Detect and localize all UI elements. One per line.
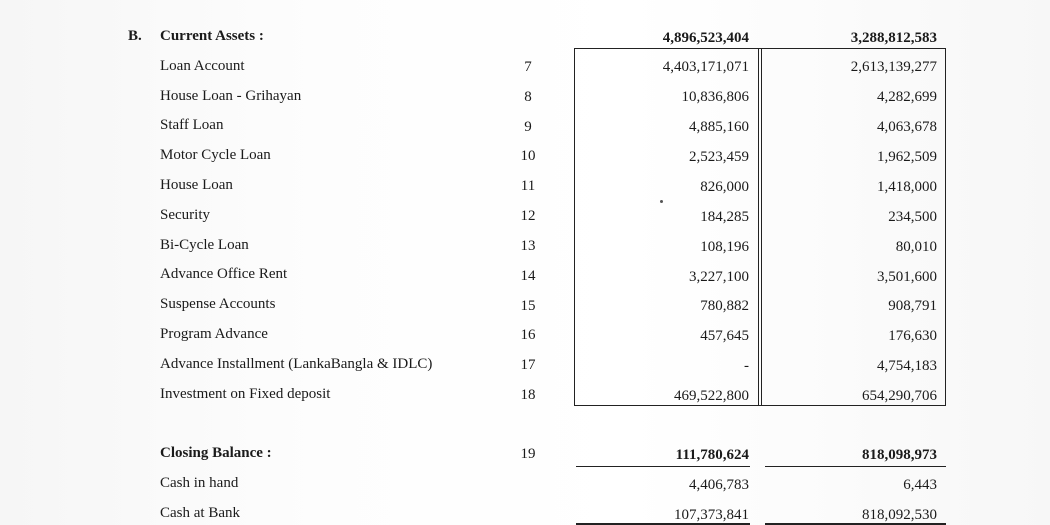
row-label: Advance Office Rent — [160, 266, 288, 282]
row-note: 11 — [520, 178, 536, 194]
row-value-col2: 4,282,699 — [877, 89, 937, 105]
row-value-col1: 826,000 — [700, 179, 749, 195]
closing-row-value-col2: 6,443 — [903, 477, 937, 493]
row-value-col1: 108,196 — [700, 239, 749, 255]
row-value-col1: 457,645 — [700, 328, 749, 344]
row-label: Bi-Cycle Loan — [160, 237, 249, 253]
scan-speck — [660, 200, 663, 203]
closing-row-value-col1: 107,373,841 — [674, 507, 749, 523]
column-divider — [758, 48, 762, 406]
section-total-col1: 4,896,523,404 — [662, 30, 749, 46]
row-note: 18 — [520, 387, 536, 403]
closing-row-label: Cash at Bank — [160, 505, 240, 521]
row-value-col2: 2,613,139,277 — [850, 59, 937, 75]
row-value-col2: 234,500 — [888, 209, 937, 225]
row-value-col2: 4,754,183 — [877, 358, 937, 374]
row-value-col2: 3,501,600 — [877, 269, 937, 285]
row-note: 7 — [524, 59, 532, 75]
row-note: 10 — [520, 148, 536, 164]
section-letter: B. — [128, 28, 142, 44]
row-label: Staff Loan — [160, 117, 224, 133]
closing-row-label: Cash in hand — [160, 475, 239, 491]
row-note: 16 — [520, 327, 536, 343]
closing-title: Closing Balance : — [160, 445, 272, 461]
row-value-col1: 2,523,459 — [689, 149, 749, 165]
row-value-col2: 80,010 — [895, 239, 937, 255]
row-value-col2: 1,962,509 — [877, 149, 937, 165]
row-note: 13 — [520, 238, 536, 254]
row-label: House Loan — [160, 177, 233, 193]
closing-total-col2: 818,098,973 — [862, 447, 937, 463]
row-label: Advance Installment (LankaBangla & IDLC) — [160, 356, 433, 372]
row-value-col2: 4,063,678 — [877, 119, 937, 135]
row-note: 9 — [524, 119, 532, 135]
closing-row-value-col1: 4,406,783 — [689, 477, 749, 493]
row-label: Program Advance — [160, 326, 268, 342]
row-value-col2: 908,791 — [888, 298, 937, 314]
row-value-col2: 1,418,000 — [877, 179, 937, 195]
row-note: 12 — [520, 208, 536, 224]
row-label: Investment on Fixed deposit — [160, 386, 331, 402]
row-value-col1: 184,285 — [700, 209, 749, 225]
row-value-col1: 3,227,100 — [689, 269, 749, 285]
section-title: Current Assets : — [160, 28, 264, 44]
row-label: Motor Cycle Loan — [160, 147, 271, 163]
row-note: 8 — [524, 89, 532, 105]
closing-total-col1: 111,780,624 — [675, 447, 749, 463]
row-label: Security — [160, 207, 210, 223]
row-value-col2: 176,630 — [888, 328, 937, 344]
row-value-col1: 469,522,800 — [674, 388, 749, 404]
closing-underline-col1 — [576, 466, 750, 467]
row-label: Suspense Accounts — [160, 296, 276, 312]
row-value-col1: 780,882 — [700, 298, 749, 314]
section-total-col2: 3,288,812,583 — [850, 30, 937, 46]
row-label: House Loan - Grihayan — [160, 88, 302, 104]
closing-underline-col2 — [765, 466, 946, 467]
row-note: 17 — [520, 357, 536, 373]
row-label: Loan Account — [160, 58, 245, 74]
closing-row-value-col2: 818,092,530 — [862, 507, 937, 523]
closing-note: 19 — [520, 446, 536, 462]
row-value-col1: 4,403,171,071 — [662, 59, 749, 75]
row-note: 15 — [520, 298, 536, 314]
row-note: 14 — [520, 268, 536, 284]
row-value-col1: - — [744, 358, 749, 374]
row-value-col1: 4,885,160 — [689, 119, 749, 135]
row-value-col2: 654,290,706 — [862, 388, 937, 404]
row-value-col1: 10,836,806 — [681, 89, 749, 105]
